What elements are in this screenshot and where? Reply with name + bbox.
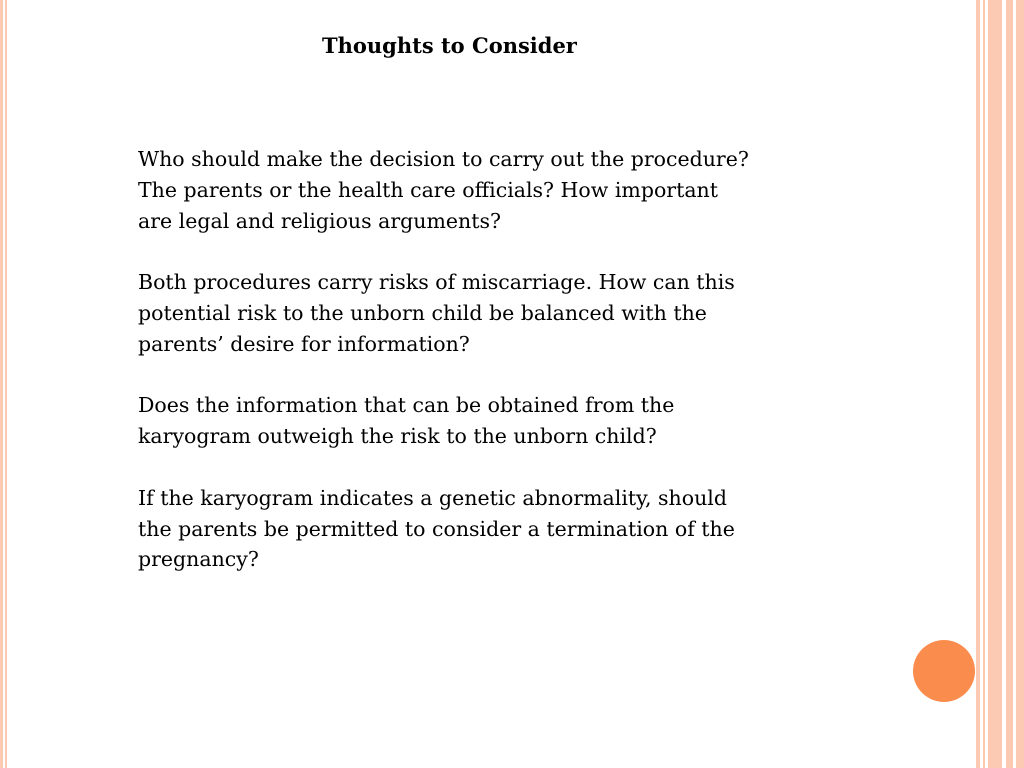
- slide-title: Thoughts to Consider: [322, 33, 577, 58]
- paragraph: Does the information that can be obtained from the karyogram outweigh the risk to the unborn child?: [138, 393, 675, 449]
- right-border-stripe: [988, 0, 1002, 768]
- right-border-stripe: [1006, 0, 1013, 768]
- right-decorative-border: [976, 0, 1024, 768]
- right-border-stripe: [1016, 0, 1024, 768]
- right-border-stripe: [983, 0, 985, 768]
- paragraph: Both procedures carry risks of miscarriage. How can this potential risk to the unborn child be balanced with the parents’ desire for information?: [138, 270, 735, 356]
- slide-body: [138, 144, 838, 606]
- orange-circle-icon: [913, 640, 975, 702]
- left-border-stripe: [5, 0, 7, 768]
- paragraph: Who should make the decision to carry out the procedure? The parents or the health care officials? How important are legal and religious arguments?: [138, 147, 749, 233]
- left-border-stripe: [0, 0, 3, 768]
- paragraph: If the karyogram indicates a genetic abnormality, should the parents be permitted to consider a termination of the pregnancy?: [138, 485, 735, 572]
- right-border-stripe: [976, 0, 980, 768]
- left-decorative-border: [0, 0, 10, 768]
